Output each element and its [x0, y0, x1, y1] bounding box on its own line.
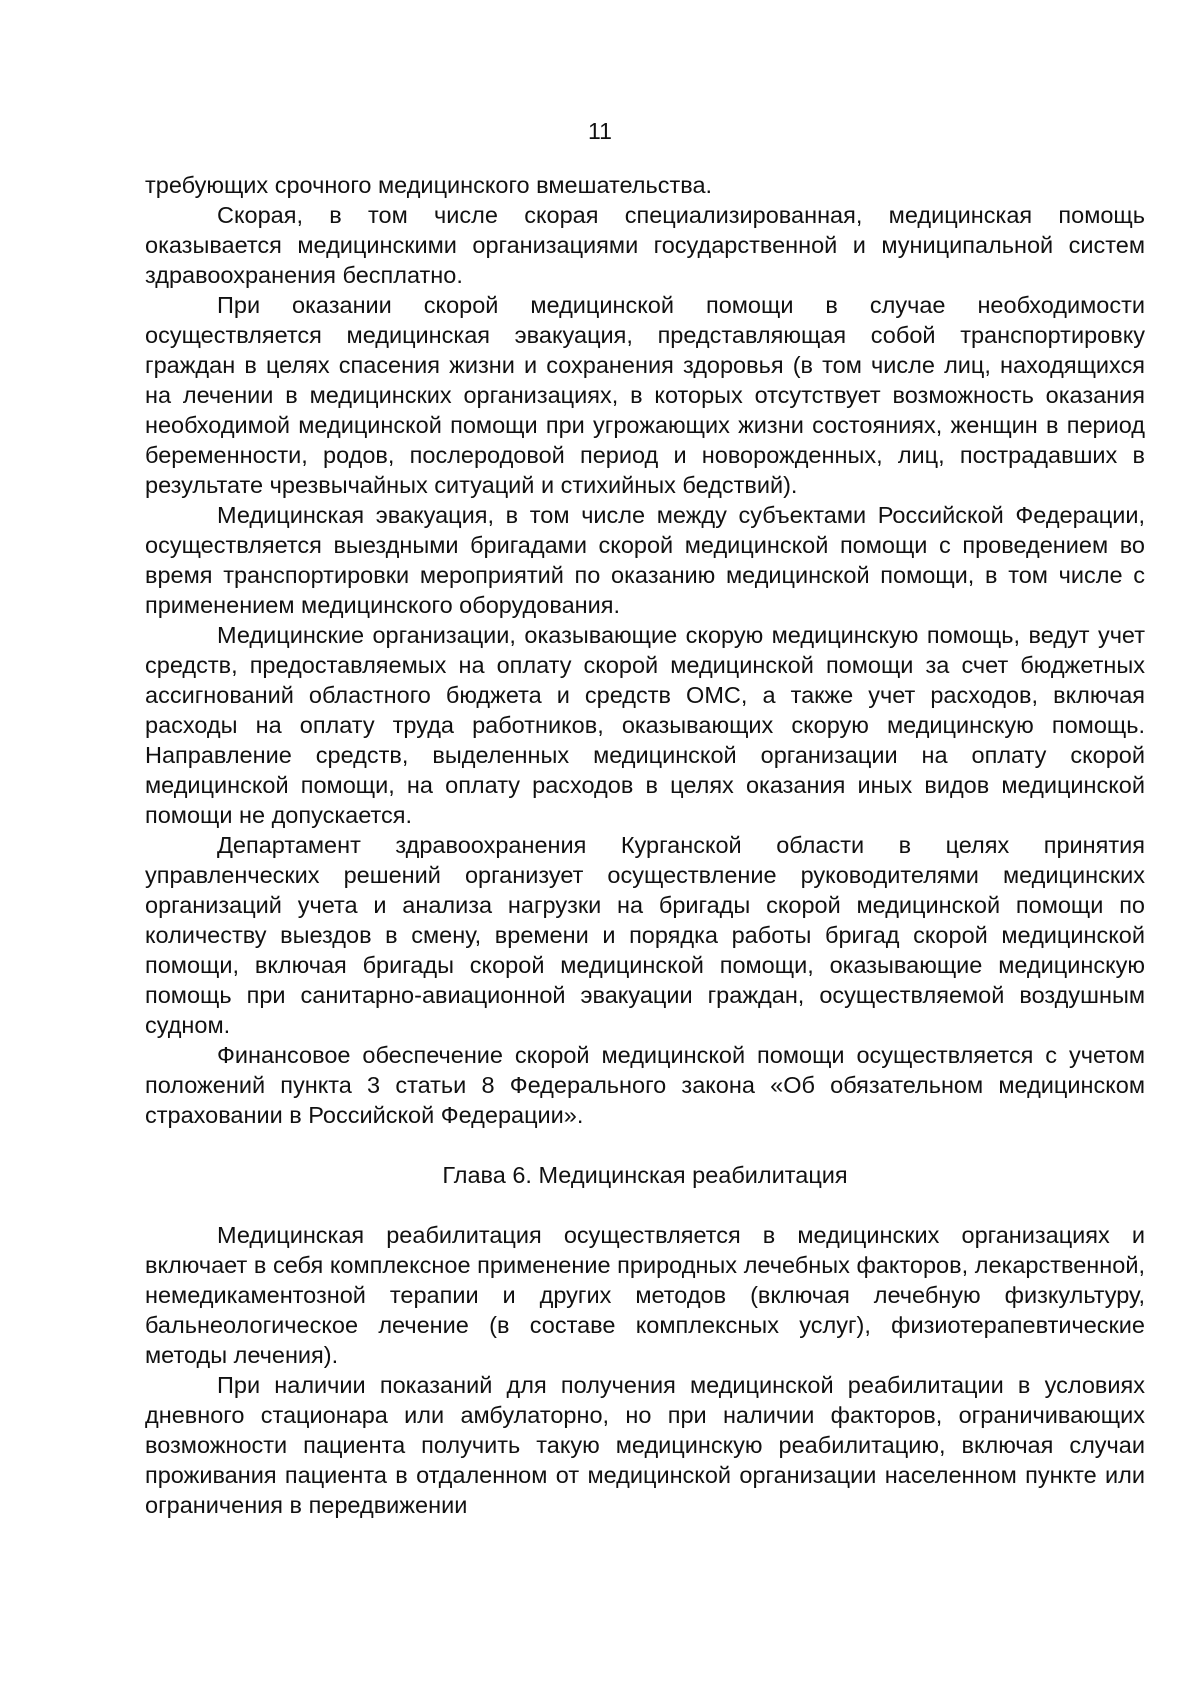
paragraph-emergency-care-free: Скорая, в том числе скорая специализированная, медицинская помощь оказывается медицинскими организациями государственной и муниципальной систем здравоохранения бесплатно. — [145, 202, 1145, 288]
paragraph-evacuation-between-regions: Медицинская эвакуация, в том числе между субъектами Российской Федерации, осуществляется выездными бригадами скорой медицинской помощи с проведением во время транспортировки мероприятий по оказанию медицинской помощи, в том числе с применением медицинского оборудования. — [145, 502, 1145, 618]
paragraph-medical-evacuation: При оказании скорой медицинской помощи в случае необходимости осуществляется медицинская эвакуация, представляющая собой транспортировку граждан в целях спасения жизни и сохранения здоровья (в том числе лиц, находящихся на лечении в медицинских организациях, в которых отсутствует возможность оказания необходимой медицинской помощи при угрожающих жизни состояниях, женщин в период беременности, родов, послеродовой период и новорожденных, лиц, пострадавших в результате чрезвычайных ситуаций и стихийных бедствий). — [145, 292, 1145, 498]
paragraph-workload-analysis: Департамент здравоохранения Курганской области в целях принятия управленческих решений организует осуществление руководителями медицинских организаций учета и анализа нагрузки на бригады скорой медицинской помощи по количеству выездов в смену, времени и порядка работы бригад скорой медицинской помощи, включая бригады скорой медицинской помощи, оказывающие медицинскую помощь при санитарно-авиационной эвакуации граждан, осуществляемой воздушным судном. — [145, 832, 1145, 1038]
paragraph-rehabilitation-definition: Медицинская реабилитация осуществляется в медицинских организациях и включает в себя комплексное применение природных лечебных факторов, лекарственной, немедикаментозной терапии и других методов (включая лечебную физкультуру, бальнеологическое лечение (в составе комплексных услуг), физиотерапевтические методы лечения). — [145, 1222, 1145, 1368]
paragraph-financial-support: Финансовое обеспечение скорой медицинской помощи осуществляется с учетом положений пункта 3 статьи 8 Федерального закона «Об обязательном медицинском страховании в Российской Федерации». — [145, 1042, 1145, 1128]
document-body — [145, 170, 1145, 1520]
paragraph-continuation: требующих срочного медицинского вмешательства. — [145, 172, 713, 198]
page-number: 11 — [588, 118, 612, 144]
paragraph-rehabilitation-indications: При наличии показаний для получения медицинской реабилитации в условиях дневного стационара или амбулаторно, но при наличии факторов, ограничивающих возможности пациента получить такую медицинскую реабилитацию, включая случаи проживания пациента в отдаленном от медицинской организации населенном пункте или ограничения в передвижении — [145, 1372, 1145, 1518]
chapter-heading: Глава 6. Медицинская реабилитация — [442, 1162, 848, 1188]
paragraph-funds-accounting: Медицинские организации, оказывающие скорую медицинскую помощь, ведут учет средств, предоставляемых на оплату скорой медицинской помощи за счет бюджетных ассигнований областного бюджета и средств ОМС, а также учет расходов, включая расходы на оплату труда работников, оказывающих скорую медицинскую помощь. Направление средств, выделенных медицинской организации на оплату скорой медицинской помощи, на оплату расходов в целях оказания иных видов медицинской помощи не допускается. — [145, 622, 1145, 828]
